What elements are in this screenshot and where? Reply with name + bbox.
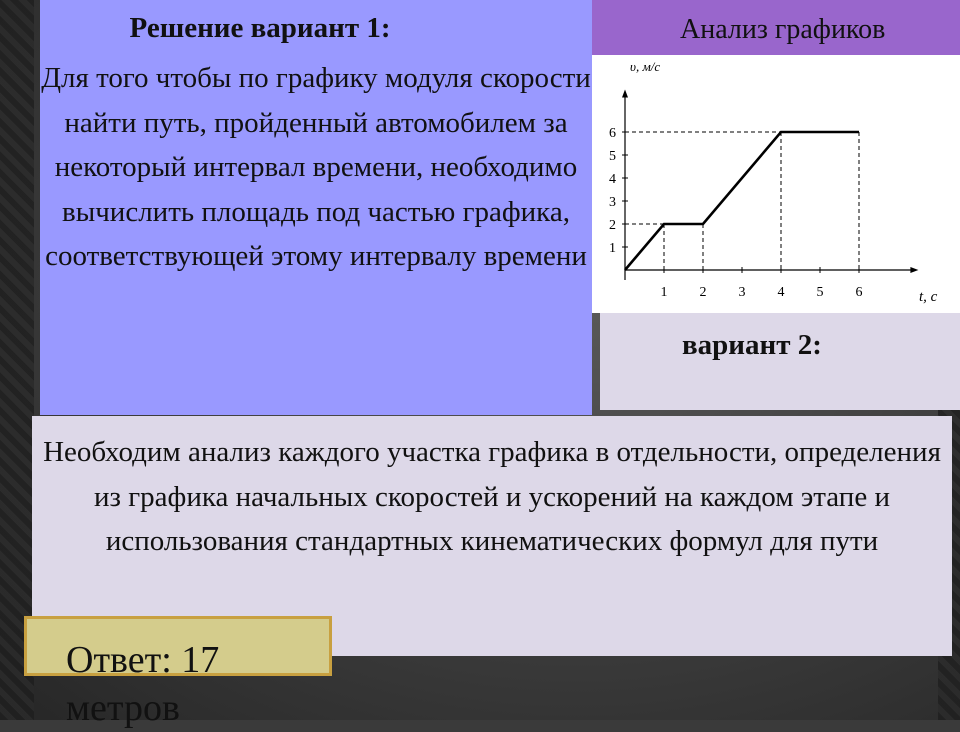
y-tick-label-5: 5 (609, 149, 616, 164)
answer-text: Ответ: 17 метров (66, 639, 220, 729)
x-tick-label-2: 2 (699, 285, 707, 300)
velocity-time-chart (592, 55, 960, 313)
x-axis-label: t, с (919, 289, 938, 305)
solution-title: Решение вариант 1: (129, 12, 391, 44)
y-axis-arrow (622, 90, 628, 98)
analysis-text: Необходим анализ каждого участка графика в отдельности, определения из графика начальных скоростей и ускорений на каждом этапе и использования стандартных кинематических формул для пути (43, 436, 941, 557)
x-tick-label-4: 4 (777, 285, 785, 300)
y-axis-label: υ, м/с (630, 59, 661, 74)
y-tick-label-2: 2 (609, 218, 616, 233)
analysis-header (592, 0, 960, 55)
velocity-series-line (625, 132, 859, 270)
left-decorative-stripe (0, 0, 34, 720)
analysis-panel (32, 416, 952, 614)
x-tick-label-5: 5 (816, 285, 824, 300)
variant2-panel (600, 313, 960, 410)
y-tick-label-3: 3 (609, 195, 616, 210)
x-axis-arrow (910, 267, 918, 273)
y-tick-label-1: 1 (609, 241, 616, 256)
x-tick-label-6: 6 (855, 285, 863, 300)
x-tick-label-3: 3 (738, 285, 746, 300)
solution-panel (40, 0, 592, 415)
variant2-label: вариант 2: (682, 329, 822, 361)
y-tick-label-6: 6 (609, 126, 616, 141)
y-tick-label-4: 4 (609, 172, 616, 187)
velocity-graph-panel (592, 55, 960, 313)
analysis-header-title: Анализ графиков (680, 14, 886, 45)
solution-text: Для того чтобы по графику модуля скорости найти путь, пройденный автомобилем за некоторый интервал времени, необходимо вычислить площадь под частью графика, соответствующей этому интервалу времени (41, 62, 591, 272)
x-tick-label-1: 1 (660, 285, 668, 300)
